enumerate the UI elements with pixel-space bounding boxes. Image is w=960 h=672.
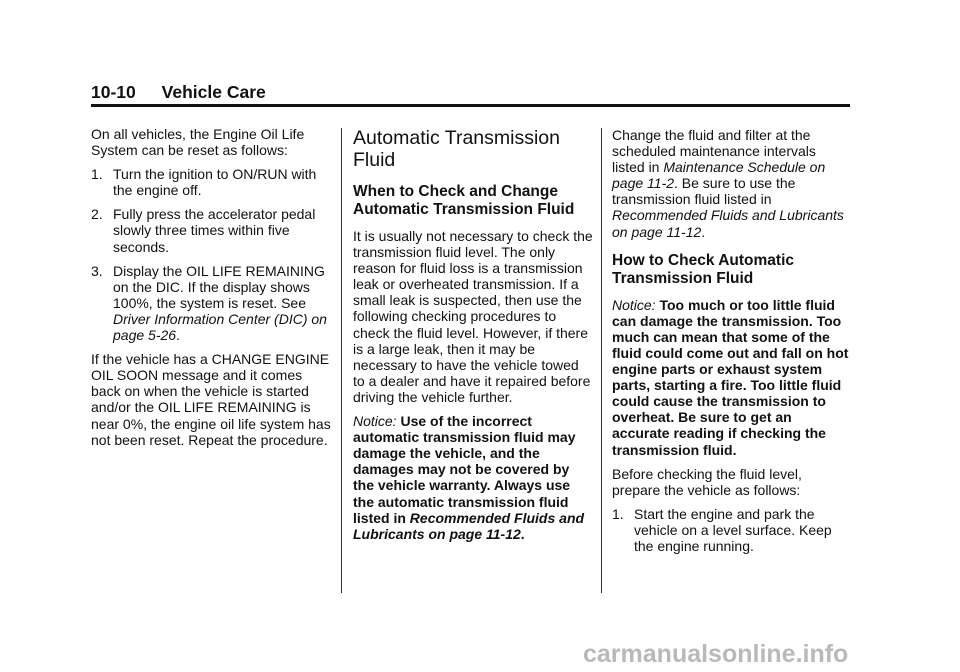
step-text: Display the OIL LIFE REMAINING on the DIC. If the display shows 100%, the system is reset. See	[113, 262, 325, 311]
cross-reference-link[interactable]: Driver Information Center (DIC) on page 5-26	[113, 310, 327, 344]
paragraph-text: . Be sure to use the transmission fluid listed in	[612, 175, 796, 208]
step-number: 1.	[612, 505, 624, 522]
header-rule	[91, 104, 850, 107]
cross-reference-link[interactable]: Maintenance Schedule on page 11-2	[612, 159, 826, 192]
step-number: 3.	[91, 262, 103, 279]
chapter-title: Vehicle Care	[161, 82, 266, 102]
cross-reference-link[interactable]: Recommended Fluids and Lubricants on page 11-12	[353, 509, 585, 542]
column-2	[353, 127, 593, 550]
step-text: Fully press the accelerator pedal slowly three times within five seconds.	[113, 206, 316, 255]
column-divider	[341, 128, 342, 593]
column-3	[612, 127, 852, 562]
column-divider	[601, 128, 602, 593]
intro-paragraph: On all vehicles, the Engine Oil Life System can be reset as follows:	[91, 126, 305, 159]
list-item	[91, 166, 334, 198]
body-paragraph	[612, 127, 852, 240]
step-number: 1.	[91, 166, 103, 183]
notice-tail: .	[520, 525, 525, 542]
page-header	[91, 82, 266, 103]
list-item	[91, 206, 334, 254]
paragraph-text: .	[701, 223, 706, 240]
step-text: Turn the ignition to ON/RUN with the engine off.	[113, 166, 317, 199]
step-number: 2.	[91, 206, 103, 223]
page-number: 10-10	[91, 82, 136, 102]
watermark: carmanualsonline.info	[583, 640, 849, 668]
notice-block	[612, 297, 852, 458]
list-item	[91, 263, 334, 343]
notice-label: Notice:	[612, 296, 656, 313]
body-paragraph: Before checking the fluid level, prepare the vehicle as follows:	[612, 465, 802, 498]
subsection-title: How to Check Automatic Transmission Fluid	[612, 251, 794, 287]
body-paragraph: If the vehicle has a CHANGE ENGINE OIL SOON message and it comes back on when the vehicle is started and/or the OIL LIFE REMAINING is near 0%, the engine oil life system has not been reset. Repeat the procedure.	[91, 351, 331, 448]
section-title: Automatic Transmission Fluid	[353, 127, 560, 171]
paragraph-text: Change the fluid and filter at the scheduled maintenance intervals listed in	[612, 127, 816, 176]
notice-block	[353, 413, 593, 542]
subsection-title: When to Check and Change Automatic Transmission Fluid	[353, 183, 575, 218]
notice-text: Use of the incorrect automatic transmission fluid may damage the vehicle, and the damages may not be covered by the vehicle warranty. Always use the automatic transmission fluid listed in	[353, 413, 576, 526]
step-text: Start the engine and park the vehicle on a level surface. Keep the engine running.	[634, 505, 832, 554]
cross-reference-link[interactable]: Recommended Fluids and Lubricants on page 11-12	[612, 207, 844, 240]
notice-text: Too much or too little fluid can damage the transmission. Too much can mean that some of the fluid could come out and fall on hot engine parts or exhaust system parts, starting a fire. Too little fluid could cause the transmission to overheat. Be sure to get an accurate reading if checking the transmission fluid.	[612, 296, 849, 458]
step-text-tail: .	[176, 327, 180, 344]
body-paragraph: It is usually not necessary to check the transmission fluid level. The only reason for fluid loss is a transmission leak or overheated transmission. If a small leak is suspected, then use the following checking procedures to check the fluid level. However, if there is a large leak, then it may be necessary to have the vehicle towed to a dealer and have it repaired before driving the vehicle further.	[353, 228, 593, 405]
list-item	[612, 506, 852, 554]
column-1	[91, 126, 334, 456]
notice-label: Notice:	[353, 413, 397, 430]
